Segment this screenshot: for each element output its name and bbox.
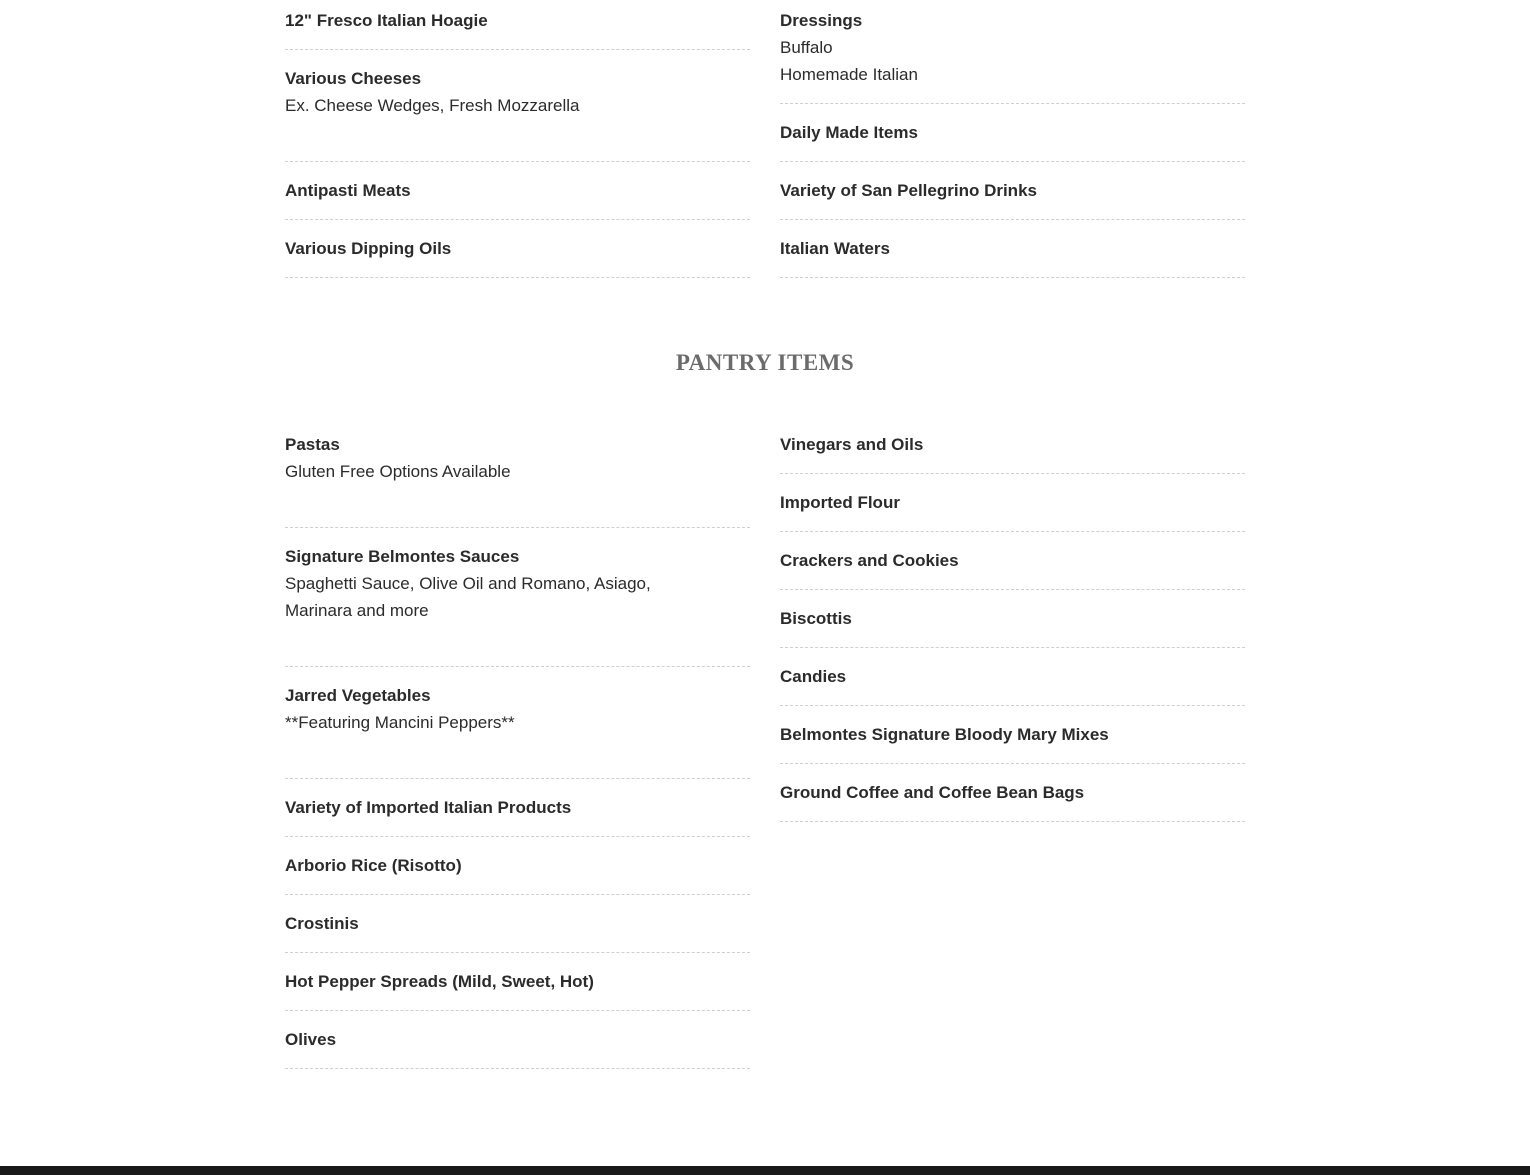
list-item [780,706,1245,764]
list-item [780,162,1245,220]
item-description: Buffalo [780,38,833,57]
item-name: Ground Coffee and Coffee Bean Bags [780,783,1085,802]
list-item [780,532,1245,590]
list-item [285,779,750,837]
item-description: Gluten Free Options Available [285,462,511,481]
item-description: Ex. Cheese Wedges, Fresh Mozzarella [285,96,580,115]
pantry-left-column [285,416,750,1069]
pantry-section [285,416,1245,1076]
section-heading: PANTRY ITEMS [675,350,855,375]
item-name: Biscottis [780,609,852,628]
list-item [285,895,750,953]
list-item [780,590,1245,648]
list-item [780,764,1245,822]
item-name: Signature Belmontes Sauces [285,547,520,566]
list-item [285,837,750,895]
list-item [780,220,1245,278]
item-name: Dressings [780,11,863,30]
list-item [285,528,750,667]
footer-bar [0,1166,1530,1175]
item-name: Variety of Imported Italian Products [285,798,572,817]
top-menu-right-column [780,0,1245,278]
item-name: Vinegars and Oils [780,435,924,454]
item-name: Belmontes Signature Bloody Mary Mixes [780,725,1109,744]
top-menu-left-column [285,0,750,278]
item-name: Crostinis [285,914,359,933]
top-menu-section [285,0,1245,280]
list-item [285,0,750,50]
item-name: Italian Waters [780,239,890,258]
list-item [285,50,750,162]
item-name: Crackers and Cookies [780,551,959,570]
item-name: Variety of San Pellegrino Drinks [780,181,1037,200]
item-description: Homemade Italian [780,65,918,84]
item-name: Hot Pepper Spreads (Mild, Sweet, Hot) [285,972,594,991]
list-item [285,1011,750,1069]
item-name: Various Dipping Oils [285,239,452,258]
list-item [285,416,750,528]
item-name: Pastas [285,435,340,454]
list-item [780,416,1245,474]
list-item [285,220,750,278]
item-name: Daily Made Items [780,123,918,142]
list-item [285,162,750,220]
pantry-right-column [780,416,1245,822]
item-name: 12" Fresco Italian Hoagie [285,11,488,30]
item-name: Antipasti Meats [285,181,411,200]
item-name: Candies [780,667,847,686]
item-name: Imported Flour [780,493,900,512]
item-description: **Featuring Mancini Peppers** [285,713,515,732]
list-item [780,104,1245,162]
list-item [285,667,750,779]
item-name: Various Cheeses [285,69,422,88]
list-item [285,953,750,1011]
item-name: Olives [285,1030,337,1049]
item-description: Marinara and more [285,601,429,620]
item-description: Spaghetti Sauce, Olive Oil and Romano, Asiago, [285,574,651,593]
list-item [780,474,1245,532]
list-item [780,0,1245,104]
item-name: Arborio Rice (Risotto) [285,856,462,875]
item-name: Jarred Vegetables [285,686,431,705]
list-item [780,648,1245,706]
